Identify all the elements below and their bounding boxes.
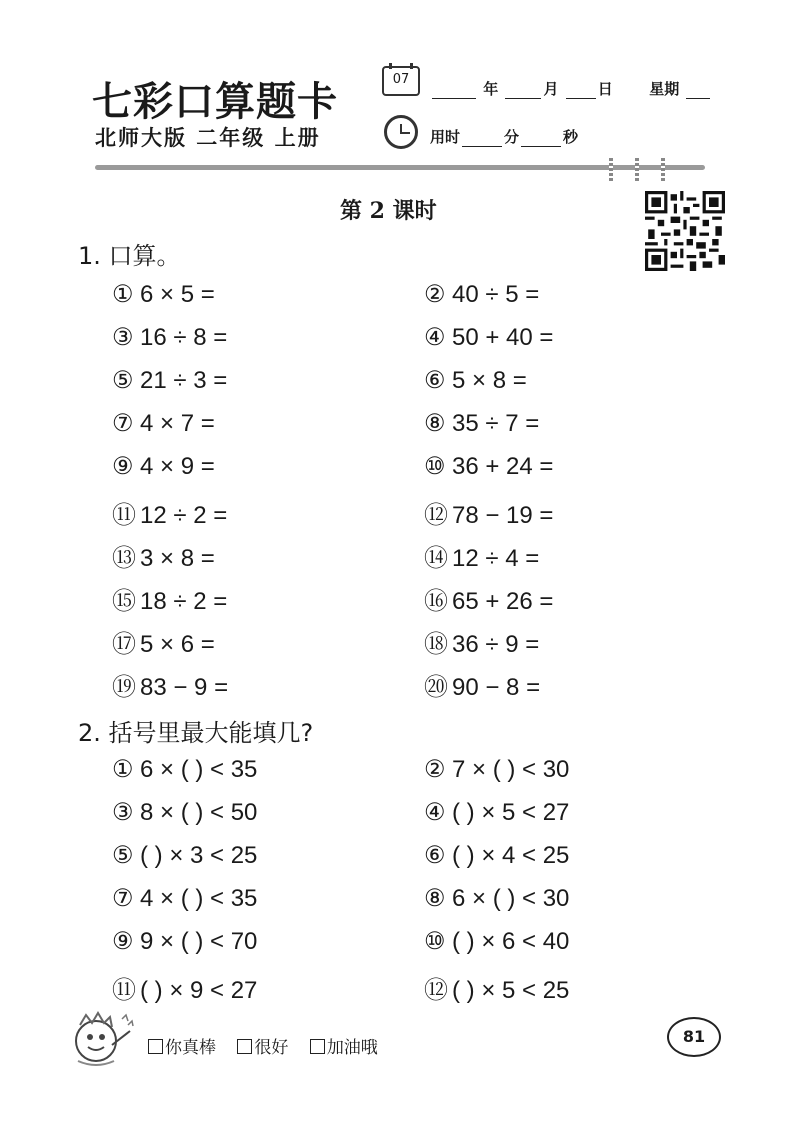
problem-expression: 40 ÷ 5 =	[452, 281, 540, 308]
problem-number: ⑩	[424, 453, 446, 480]
problem-expression: 36 + 24 =	[452, 453, 554, 480]
problem-number: ③	[112, 799, 134, 826]
problem-number: ⑲	[112, 674, 136, 701]
problem-number: ⑥	[424, 842, 446, 869]
problem-expression: ( ) × 5 < 27	[452, 799, 570, 826]
problem-expression: 6 × ( ) < 35	[140, 756, 258, 783]
year-blank[interactable]	[432, 84, 476, 99]
minutes-blank[interactable]	[462, 132, 502, 147]
divider-pin	[635, 158, 639, 182]
problem-expression: 4 × ( ) < 35	[140, 885, 258, 912]
problem-expression: 7 × ( ) < 30	[452, 756, 570, 783]
section1-title: 1. 口算。	[78, 242, 181, 270]
problem-number: ②	[424, 281, 446, 308]
problem-number: ④	[424, 324, 446, 351]
problem-number: ⑤	[112, 367, 134, 394]
problem-expression: 9 × ( ) < 70	[140, 928, 258, 955]
problem-expression: 18 ÷ 2 =	[140, 588, 228, 615]
problem-item	[112, 798, 257, 827]
problem-number: ①	[112, 756, 134, 783]
problem-number: ⑪	[112, 502, 136, 529]
problem-number: ②	[424, 756, 446, 783]
problem-number: ⑰	[112, 631, 136, 658]
problem-expression: 16 ÷ 8 =	[140, 324, 228, 351]
weekday-blank[interactable]	[686, 84, 710, 99]
time-label: 用时	[430, 128, 461, 146]
problem-item	[112, 970, 257, 1005]
problem-item	[424, 927, 569, 956]
problem-item	[424, 452, 553, 481]
problem-number: ⑱	[424, 631, 448, 658]
problem-item	[424, 798, 569, 827]
problem-expression: 8 × ( ) < 50	[140, 799, 258, 826]
rating-checkbox[interactable]	[237, 1039, 252, 1054]
weekday-label: 星期	[649, 80, 680, 98]
problem-expression: 6 × 5 =	[140, 281, 215, 308]
divider-pin	[609, 158, 613, 182]
problem-item	[424, 323, 553, 352]
problem-number: ⑦	[112, 885, 134, 912]
mascot-illustration	[66, 1005, 138, 1071]
problem-number: ⑬	[112, 545, 136, 572]
divider-pin	[661, 158, 665, 182]
problem-expression: 83 − 9 =	[140, 674, 229, 701]
self-rating	[148, 1033, 378, 1058]
problem-expression: ( ) × 6 < 40	[452, 928, 570, 955]
time-line	[430, 126, 578, 147]
seconds-label: 秒	[563, 128, 579, 146]
problem-item	[112, 841, 257, 870]
page-number: 81	[667, 1017, 721, 1057]
brand-title: 七彩口算题卡	[92, 78, 338, 125]
problem-item	[424, 624, 539, 659]
edition-subtitle: 北师大版 二年级 上册	[95, 126, 321, 150]
problem-number: ⑨	[112, 453, 134, 480]
clock-icon	[384, 115, 418, 149]
problem-expression: 21 ÷ 3 =	[140, 367, 228, 394]
problem-item	[112, 323, 227, 352]
problem-number: ④	[424, 799, 446, 826]
problem-number: ①	[112, 281, 134, 308]
problem-number: ⑫	[424, 977, 448, 1004]
problem-number: ⑥	[424, 367, 446, 394]
month-label: 月	[543, 80, 559, 98]
date-line	[430, 78, 712, 99]
problem-number: ⑯	[424, 588, 448, 615]
lesson-title: 第 2 课时	[340, 198, 437, 224]
problem-item	[424, 667, 540, 702]
problem-item	[424, 970, 569, 1005]
problem-expression: 36 ÷ 9 =	[452, 631, 540, 658]
problem-item	[424, 280, 539, 309]
problem-number: ⑨	[112, 928, 134, 955]
problem-number: ⑤	[112, 842, 134, 869]
problem-expression: 35 ÷ 7 =	[452, 410, 540, 437]
problem-expression: 65 + 26 =	[452, 588, 554, 615]
problem-item	[424, 409, 539, 438]
problem-expression: ( ) × 3 < 25	[140, 842, 258, 869]
month-blank[interactable]	[505, 84, 541, 99]
problem-expression: ( ) × 5 < 25	[452, 977, 570, 1004]
problem-expression: 5 × 8 =	[452, 367, 527, 394]
problem-expression: 50 + 40 =	[452, 324, 554, 351]
problem-item	[112, 495, 227, 530]
problem-number: ⑦	[112, 410, 134, 437]
qr-code[interactable]	[645, 191, 725, 271]
calendar-icon	[382, 66, 420, 96]
problem-number: ⑭	[424, 545, 448, 572]
problem-item	[424, 366, 527, 395]
problem-item	[112, 884, 257, 913]
rating-label: 加油哦	[326, 1038, 378, 1058]
problem-expression: 78 − 19 =	[452, 502, 554, 529]
problem-item	[424, 495, 553, 530]
problem-item	[112, 409, 215, 438]
problem-number: ③	[112, 324, 134, 351]
problem-expression: 12 ÷ 2 =	[140, 502, 228, 529]
minutes-label: 分	[504, 128, 520, 146]
problem-number: ⑧	[424, 885, 446, 912]
problem-expression: 4 × 9 =	[140, 453, 215, 480]
problem-item	[424, 841, 569, 870]
problem-number: ⑳	[424, 674, 448, 701]
problem-item	[112, 927, 257, 956]
calendar-day: 07	[392, 72, 410, 87]
rating-label: 很好	[254, 1038, 289, 1058]
problem-item	[112, 280, 215, 309]
problem-expression: 6 × ( ) < 30	[452, 885, 570, 912]
problem-expression: ( ) × 9 < 27	[140, 977, 258, 1004]
problem-expression: 3 × 8 =	[140, 545, 215, 572]
problem-item	[112, 581, 227, 616]
problem-number: ⑩	[424, 928, 446, 955]
header-divider	[95, 165, 705, 170]
year-label: 年	[483, 80, 499, 98]
rating-label: 你真棒	[165, 1038, 216, 1058]
problem-item	[424, 538, 539, 573]
problem-item	[112, 538, 215, 573]
problem-expression: ( ) × 4 < 25	[452, 842, 570, 869]
problem-item	[112, 755, 257, 784]
problem-number: ⑧	[424, 410, 446, 437]
problem-expression: 4 × 7 =	[140, 410, 215, 437]
problem-number: ⑮	[112, 588, 136, 615]
day-blank[interactable]	[566, 84, 596, 99]
rating-checkbox[interactable]	[148, 1039, 163, 1054]
problem-item	[112, 624, 215, 659]
problem-number: ⑪	[112, 977, 136, 1004]
day-label: 日	[597, 80, 613, 98]
problem-item	[112, 366, 227, 395]
problem-item	[424, 884, 569, 913]
problem-expression: 90 − 8 =	[452, 674, 541, 701]
rating-checkbox[interactable]	[310, 1039, 325, 1054]
problem-expression: 12 ÷ 4 =	[452, 545, 540, 572]
section2-title: 2. 括号里最大能填几?	[78, 719, 314, 747]
seconds-blank[interactable]	[521, 132, 561, 147]
problem-number: ⑫	[424, 502, 448, 529]
problem-item	[424, 581, 553, 616]
problem-item	[112, 667, 228, 702]
problem-expression: 5 × 6 =	[140, 631, 215, 658]
problem-item	[424, 755, 569, 784]
problem-item	[112, 452, 215, 481]
